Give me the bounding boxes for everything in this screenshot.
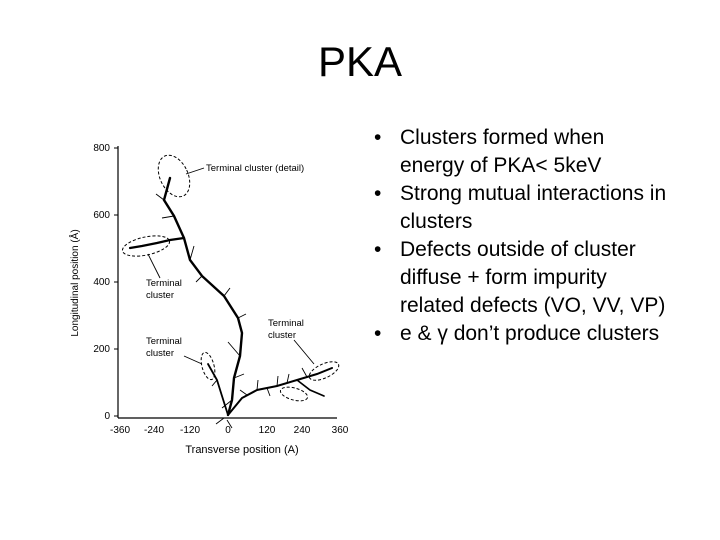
bullet-marker: •: [374, 182, 382, 205]
x-tick-label: 360: [331, 425, 349, 436]
x-tick-label: -360: [109, 425, 131, 436]
x-tick-label: -240: [143, 425, 165, 436]
y-tick-label: 0: [104, 411, 110, 422]
annotation-terminal-right: cluster: [268, 330, 296, 341]
bullet-marker: •: [374, 322, 382, 345]
bullet-text: Clusters formed when energy of PKA< 5keV: [400, 126, 605, 177]
y-tick-label: 800: [93, 143, 110, 154]
x-tick-label: 120: [258, 425, 276, 436]
x-axis-label: Transverse position (A): [185, 444, 299, 456]
slide-title: PKA: [317, 38, 403, 85]
bullet-item: [368, 124, 668, 180]
bullet-item: [368, 236, 668, 320]
cluster-lower-outline: [199, 351, 218, 381]
cluster-detail-outline: [152, 150, 196, 202]
terminal-cluster-outlines: [121, 150, 342, 403]
bullet-list: [368, 124, 668, 348]
y-tick-label: 400: [93, 277, 110, 288]
annotation-terminal-right: Terminal: [268, 318, 304, 329]
bullet-item: [368, 320, 668, 348]
x-tick-label: 240: [293, 425, 311, 436]
x-tick-label: 0: [225, 425, 231, 436]
cascade-figure: [62, 128, 362, 468]
annotation-terminal-lower: Terminal: [146, 336, 182, 347]
y-tick-label: 200: [93, 344, 110, 355]
annotation-terminal-left: cluster: [146, 290, 174, 301]
bullet-text: e & γ don’t produce clusters: [400, 322, 660, 345]
bullet-marker: •: [374, 238, 382, 261]
annotation-terminal-lower: cluster: [146, 348, 174, 359]
bullet-text: Strong mutual interactions in clusters: [400, 182, 667, 233]
cluster-right2-outline: [279, 385, 309, 404]
bullet-marker: •: [374, 126, 382, 149]
y-tick-label: 600: [93, 210, 110, 221]
bullet-text: Defects outside of cluster diffuse + form impurity related defects (VO, VV, VP): [400, 238, 666, 317]
y-axis-label: Longitudinal position (Å): [70, 229, 81, 337]
bullet-item: [368, 180, 668, 236]
x-tick-label: -120: [179, 425, 201, 436]
annotation-terminal-left: Terminal: [146, 278, 182, 289]
annotation-terminal-detail: Terminal cluster (detail): [206, 163, 305, 174]
cascade-diagram: [62, 128, 362, 468]
